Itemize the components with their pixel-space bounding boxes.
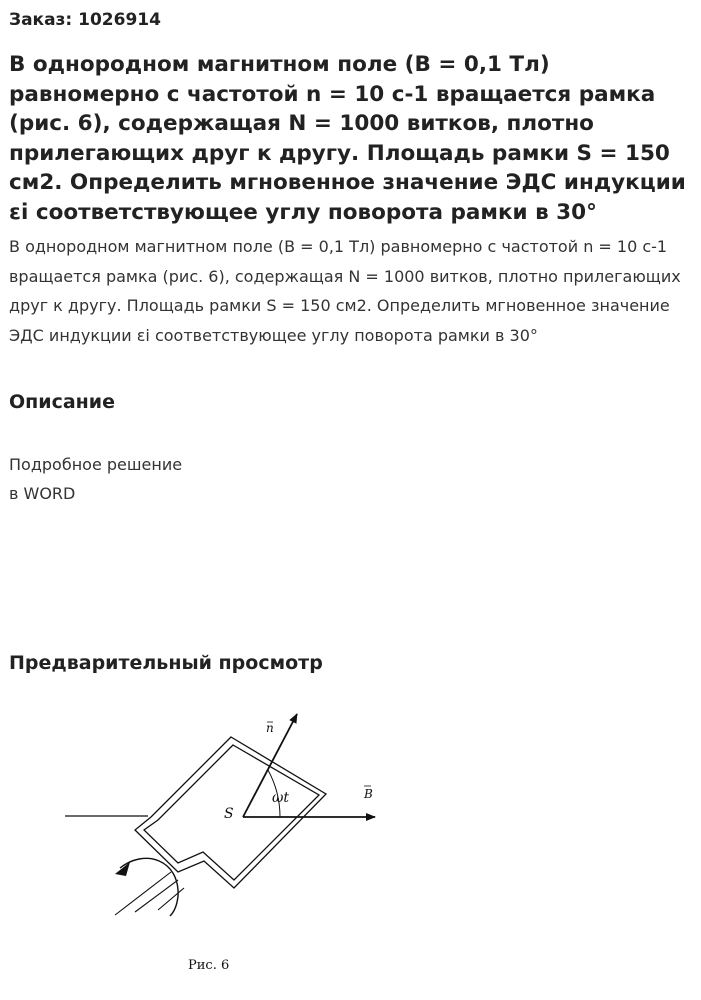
label-n: n bbox=[266, 721, 274, 735]
problem-title: В однородном магнитном поле (B = 0,1 Тл) равномерно с частотой n = 10 c-1 вращается рамка (рис. 6), содержащая N = 1000 витков, плотно прилегающих друг к другу. Площадь рамки S = 150 см2. Определить мгновенное значение ЭДС индукции εi соответствующее углу поворота рамки в 30° bbox=[9, 52, 686, 225]
description-line-2: в WORD bbox=[9, 484, 76, 503]
shaft-line-2 bbox=[135, 880, 178, 912]
figure-caption: Рис. 6 bbox=[188, 958, 230, 973]
label-b: B bbox=[364, 787, 373, 801]
preview-figure bbox=[40, 700, 400, 990]
label-s: S bbox=[224, 806, 234, 822]
order-number: Заказ: 1026914 bbox=[9, 10, 161, 30]
preview-heading: Предварительный просмотр bbox=[9, 652, 323, 674]
description-line-1: Подробное решение bbox=[9, 455, 183, 474]
label-omega-t: ωt bbox=[272, 790, 290, 806]
frame-diagram bbox=[40, 700, 400, 990]
rotation-arrowhead bbox=[115, 862, 130, 876]
description-heading: Описание bbox=[9, 391, 116, 413]
shaft-line-1 bbox=[115, 872, 171, 915]
problem-text: В однородном магнитном поле (B = 0,1 Тл) равномерно с частотой n = 10 c-1 вращается рамка (рис. 6), содержащая N = 1000 витков, плотно прилегающих друг к другу. Площадь рамки S = 150 см2. Определить мгновенное значение ЭДС индукции εi соответствующее углу поворота рамки в 30° bbox=[9, 237, 681, 345]
rotation-arc bbox=[120, 858, 178, 916]
